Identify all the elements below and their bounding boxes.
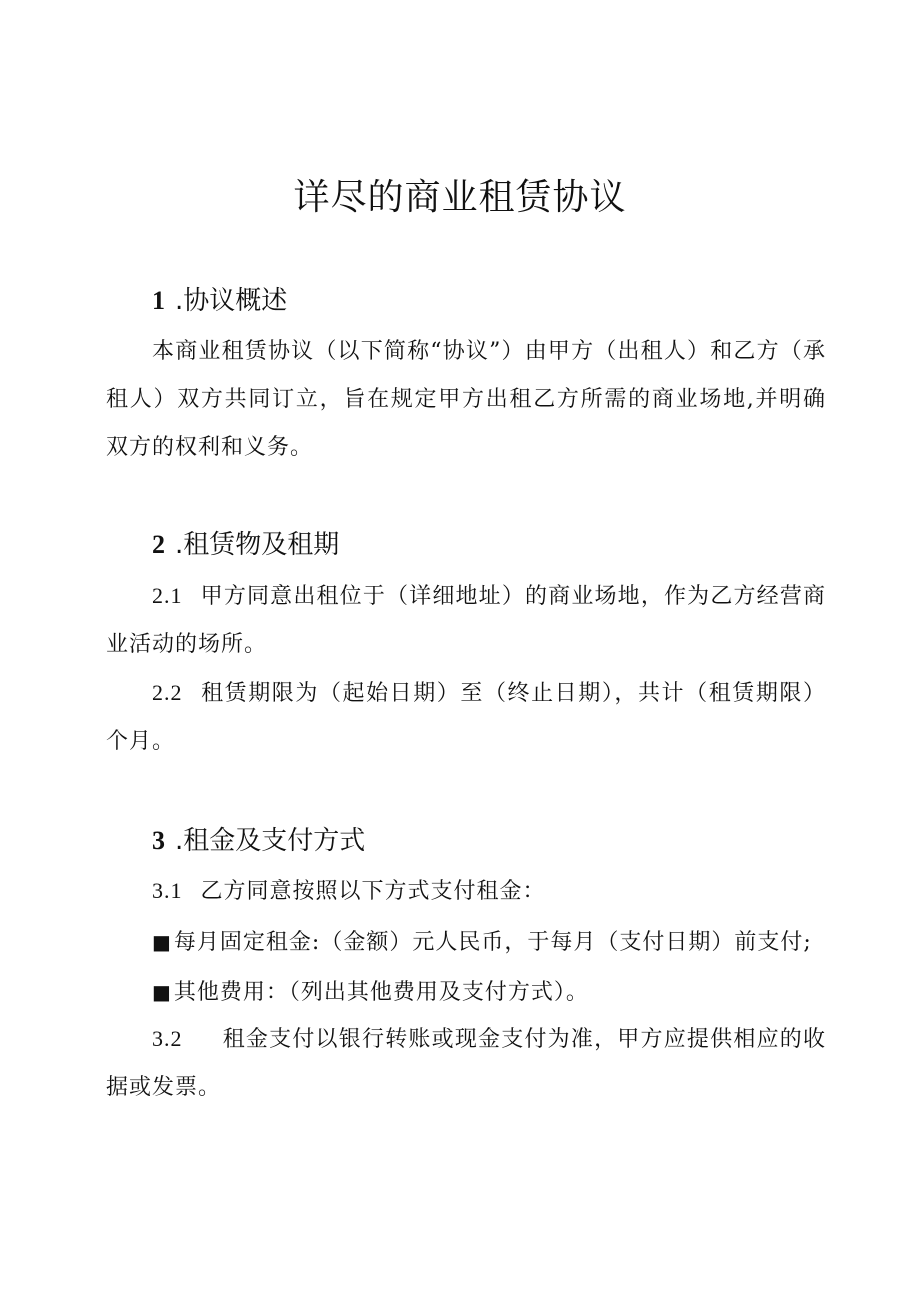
bullet-text: 每月固定租金:（金额）元人民币，于每月（支付日期）前支付; xyxy=(173,930,812,955)
section-number: 2 xyxy=(152,530,165,559)
section-number: 1 xyxy=(152,286,165,315)
clause-text: 租赁期限为（起始日期）至（终止日期），共计（租赁期限）个月。 xyxy=(106,681,826,754)
bullet-item-other-fees xyxy=(152,972,832,1013)
section-number: 3 xyxy=(152,826,165,855)
section-2-heading xyxy=(152,527,339,563)
clause-3-1 xyxy=(106,867,826,916)
clause-number: 3.2 xyxy=(152,1026,183,1051)
document-title: 详尽的商业租赁协议 xyxy=(293,177,627,218)
bullet-item-fixed-rent xyxy=(152,922,832,963)
clause-number: 2.1 xyxy=(152,583,183,608)
clause-number: 2.2 xyxy=(152,680,183,705)
clause-text: 乙方同意按照以下方式支付租金： xyxy=(200,879,546,904)
section-title: .租赁物及租期 xyxy=(175,530,340,560)
clause-3-2 xyxy=(106,1015,826,1112)
section-title: .租金及支付方式 xyxy=(175,826,366,856)
clause-text: 甲方同意出租位于（详细地址）的商业场地，作为乙方经营商业活动的场所。 xyxy=(106,584,826,657)
section-title: .协议概述 xyxy=(175,286,288,316)
clause-text: 租金支付以银行转账或现金支付为准，甲方应提供相应的收据或发票。 xyxy=(106,1027,826,1100)
section-1-paragraph: 本商业租赁协议（以下简称“协议”）由甲方（出租人）和乙方（承租人）双方共同订立，旨在规定甲方出租乙方所需的商业场地,并明确双方的权利和义务。 xyxy=(106,339,826,460)
clause-number: 3.1 xyxy=(152,878,183,903)
clause-2-2 xyxy=(106,669,826,766)
section-1-heading xyxy=(152,283,287,319)
clause-2-1 xyxy=(106,572,826,669)
section-3-heading xyxy=(152,823,365,859)
bullet-text: 其他费用：（列出其他费用及支付方式）。 xyxy=(173,980,589,1005)
square-bullet-icon: ■ xyxy=(152,980,172,1004)
square-bullet-icon: ■ xyxy=(152,930,172,954)
